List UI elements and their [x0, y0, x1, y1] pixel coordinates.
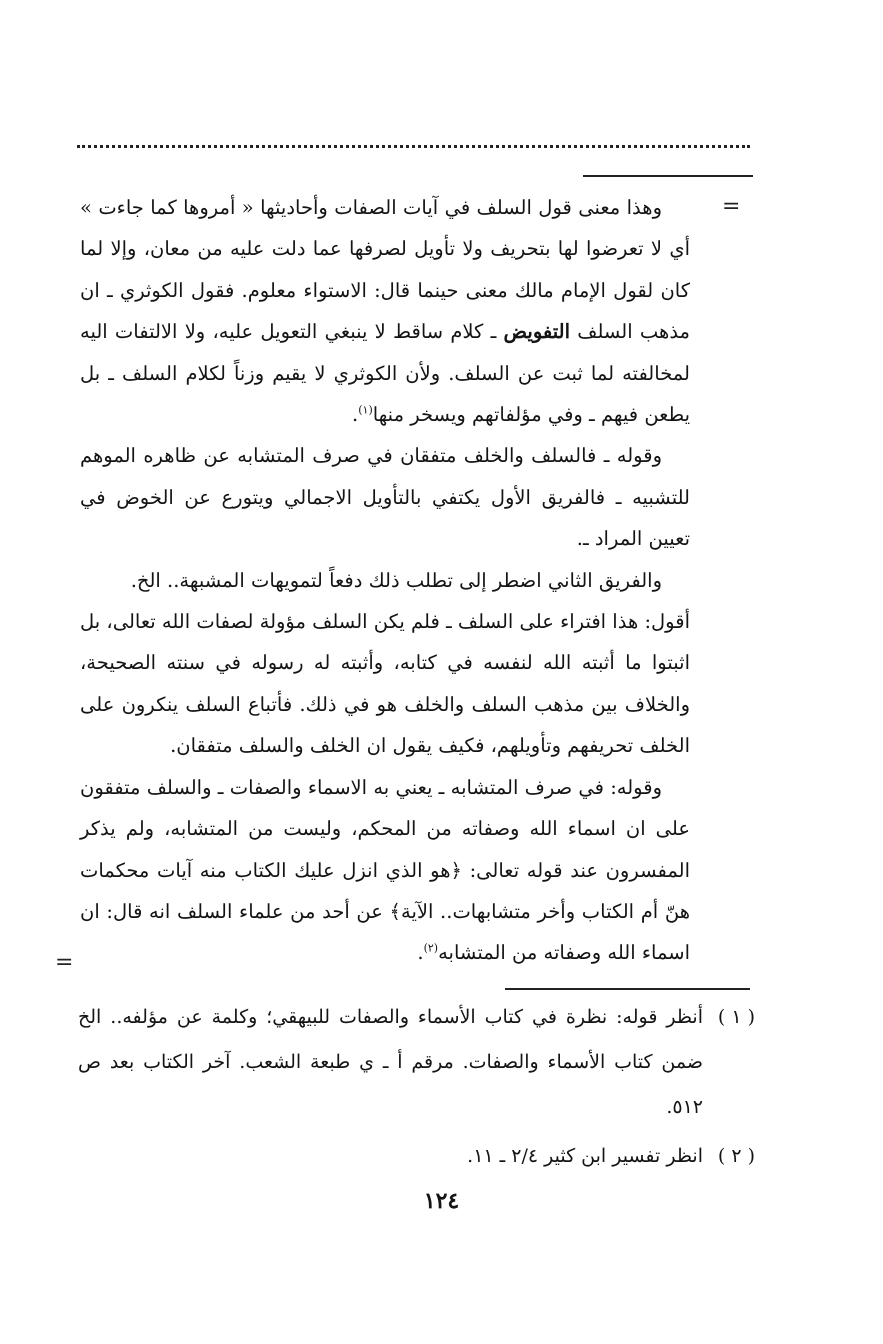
footnote-1-number: ( ١ ) [717, 1006, 755, 1028]
footnote-ref-1[interactable]: (١) [358, 403, 373, 417]
margin-equals-mark-bottom: = [55, 950, 74, 975]
paragraph-2: وقوله ـ فالسلف والخلف متفقان في صرف المتشابه عن ظاهره الموهم للتشبيه ـ فالفريق الأول يكتفي بالتأويل الاجمالي ويتورع عن الخوض في تعيين المراد ـ. [80, 444, 690, 551]
header-solid-rule [583, 175, 753, 177]
paragraph-1-text-a: وهذا معنى قول السلف في آيات الصفات وأحاديثها « أمروها كما جاءت » أي لا تعرضوا لها بتحريف ولا تأويل لصرفها عما دلت عليه من معان، وإلا لما كان لقول الإمام مالك معنى حينما قال: الاستواء معلوم. فقول الكوثري ـ ان مذهب السلف [80, 196, 691, 344]
footnotes [78, 995, 755, 1179]
footnote-2-text: انظر تفسير ابن كثير ٢/٤ ـ ١١. [467, 1145, 703, 1167]
paragraph-4: أقول: هذا افتراء على السلف ـ فلم يكن السلف مؤولة لصفات الله تعالى، بل اثبتوا ما أثبته الله لنفسه في كتابه، وأثبته له رسوله في سنته الصحيحة، والخلاف بين مذهب السلف والخلف هو في ذلك. فأتباع السلف ينكرون على الخلف تحريفهم وتأويلهم، فكيف يقول ان الخلف والسلف متفقان. [80, 610, 690, 758]
footnote-1-text: أنظر قوله: نظرة في كتاب الأسماء والصفات للبيهقي؛ وكلمة عن مؤلفه.. الخ ضمن كتاب الأسماء والصفات. مرقم أ ـ ي طبعة الشعب. آخر الكتاب بعد ص ٥١٢. [78, 1006, 703, 1118]
paragraph-1-bold-term: التفويض [503, 320, 571, 344]
paragraph-5 [80, 767, 690, 974]
paragraph-5-text: وقوله: في صرف المتشابه ـ يعني به الاسماء والصفات ـ والسلف متفقون على ان اسماء الله وصفاته من المحكم، وليست من المتشابه، ولم يذكر المفسرون عند قوله تعالى: ﴿هو الذي انزل عليك الكتاب منه آيات محكمات هنّ أم الكتاب وأخر متشابهات.. الآية﴾ عن أحد من علماء السلف انه قال: ان اسماء الله وصفاته من المتشابه [80, 775, 690, 965]
footnote-2-number: ( ٢ ) [717, 1145, 755, 1167]
page-number: ١٢٤ [423, 1188, 460, 1214]
paragraph-1 [80, 187, 690, 435]
paragraph-1-end: . [352, 403, 359, 427]
paragraph-1-text-b: ـ كلام ساقط لا ينبغي التعويل عليه، ولا الالتفات اليه لمخالفته لما ثبت عن السلف. ولأن الكوثري لا يقيم وزناً لكلام السلف ـ بل يطعن فيهم ـ وفي مؤلفاتهم ويسخر منها [80, 320, 690, 427]
main-text [80, 187, 690, 974]
header-dotted-rule [77, 145, 750, 148]
paragraph-5-end: . [417, 941, 424, 965]
paragraph-3: والفريق الثاني اضطر إلى تطلب ذلك دفعاً لتمويهات المشبهة.. الخ. [130, 568, 662, 592]
footnote-ref-2[interactable]: (٢) [423, 941, 439, 955]
margin-equals-mark-top: = [722, 194, 741, 219]
footnote-separator [505, 988, 750, 990]
footnote-2 [78, 1134, 755, 1179]
footnote-1 [78, 995, 755, 1130]
